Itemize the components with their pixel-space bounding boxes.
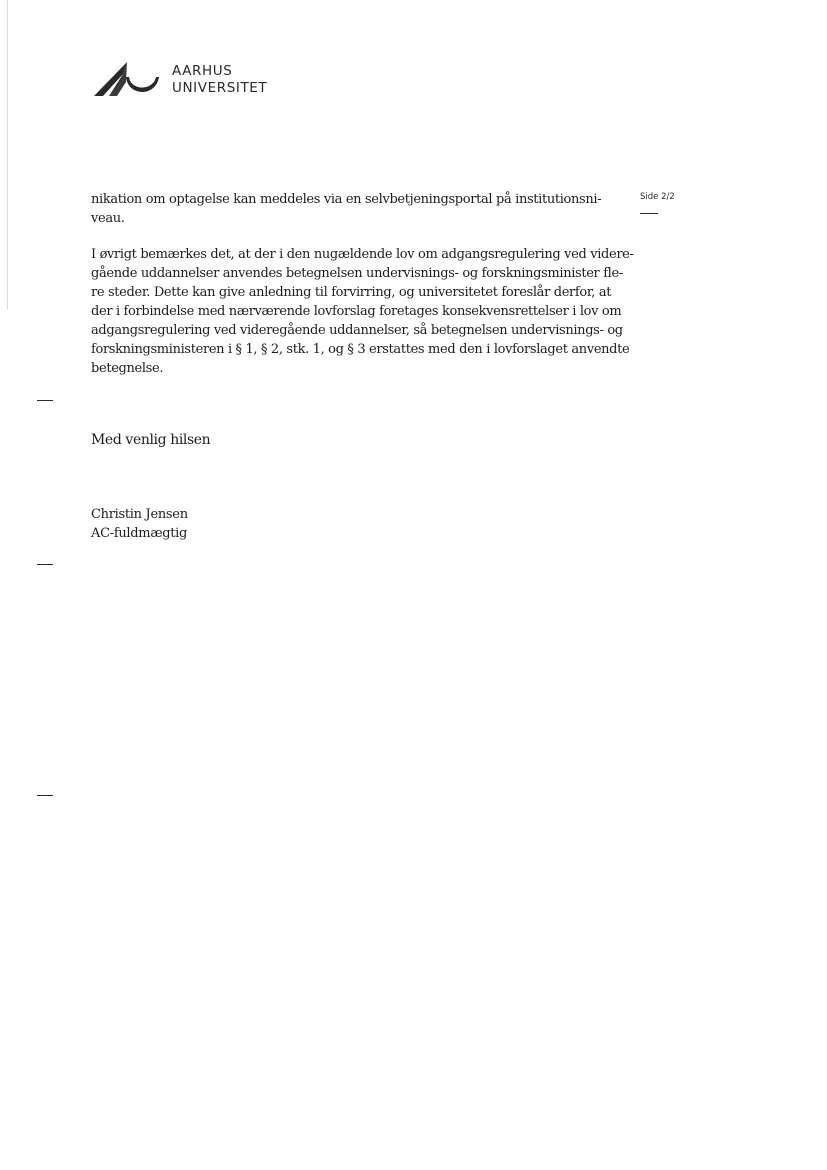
paragraph-amendment-note — [91, 245, 634, 378]
logo-line-universitet: UNIVERSITET — [172, 80, 268, 96]
signer-name: Christin Jensen — [91, 507, 188, 522]
aarhus-university-logo-icon — [93, 60, 163, 100]
closing-salutation: Med venlig hilsen — [91, 432, 211, 448]
fold-mark-bottom — [37, 795, 53, 796]
fold-mark-top — [37, 400, 53, 401]
text-line: I øvrigt bemærkes det, at der i den nugældende lov om adgangsregulering ved videre- — [91, 247, 634, 262]
text-line: der i forbindelse med nærværende lovforslag foretages konsekvensrettelser i lov om — [91, 304, 622, 319]
signature-block — [91, 505, 188, 543]
logo-wordmark — [172, 63, 267, 97]
logo-line-aarhus: AARHUS — [172, 63, 233, 79]
page-number-rule — [640, 213, 658, 214]
scan-edge-line — [7, 0, 8, 310]
text-line: gående uddannelser anvendes betegnelsen undervisnings- og forskningsminister fle- — [91, 266, 623, 281]
text-line: betegnelse. — [91, 361, 164, 376]
text-line: adgangsregulering ved videregående uddannelser, så betegnelsen undervisnings- og — [91, 323, 623, 338]
text-line: nikation om optagelse kan meddeles via en selvbetjeningsportal på institutionsni- — [91, 192, 602, 207]
text-line: forskningsministeren i § 1, § 2, stk. 1, og § 3 erstattes med den i lovforslaget anvendte — [91, 342, 630, 357]
text-line: re steder. Dette kan give anledning til forvirring, og universitetet foreslår derfor, at — [91, 285, 612, 300]
fold-mark-middle — [37, 564, 53, 565]
signer-title: AC-fuldmægtig — [91, 526, 188, 541]
text-line: veau. — [91, 211, 125, 226]
page-number: Side 2/2 — [640, 192, 675, 202]
paragraph-continuation — [91, 190, 631, 228]
